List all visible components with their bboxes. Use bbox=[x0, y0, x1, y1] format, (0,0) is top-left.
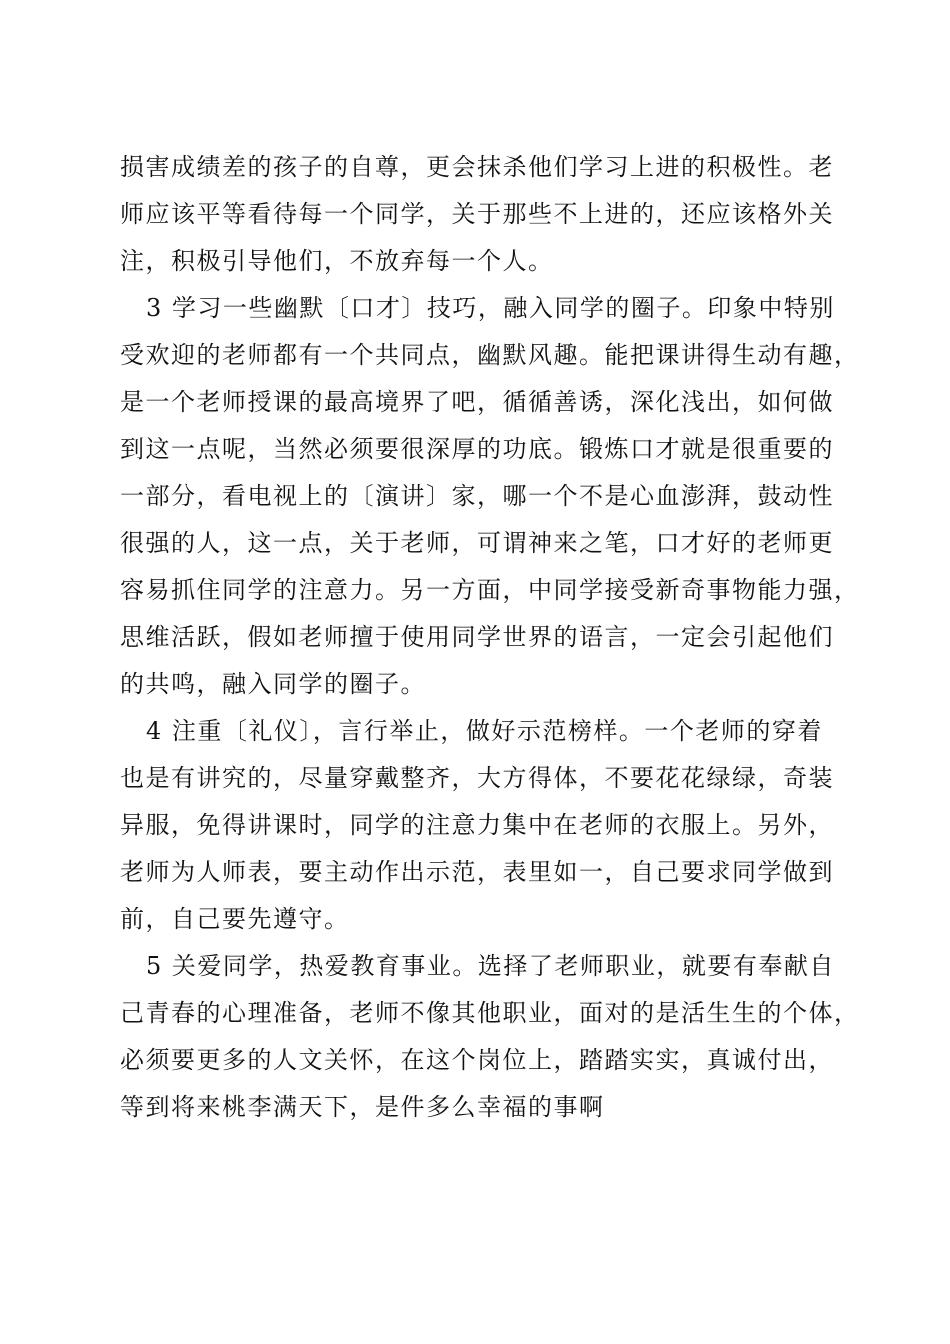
text-line: 思维活跃，假如老师擅于使用同学世界的语言，一定会引起他们 bbox=[120, 623, 834, 651]
text-line: 损害成绩差的孩子的自尊，更会抹杀他们学习上进的积极性。老 bbox=[120, 153, 834, 181]
text-line: 异服，免得讲课时，同学的注意力集中在老师的衣服上。另外， bbox=[120, 811, 834, 839]
text-line: 也是有讲究的，尽量穿戴整齐，大方得体，不要花花绿绿，奇装 bbox=[120, 764, 834, 792]
paragraph-3 bbox=[120, 708, 840, 943]
text-line: 是一个老师授课的最高境界了吧，循循善诱，深化浅出，如何做 bbox=[120, 388, 834, 416]
paragraph-2 bbox=[120, 285, 860, 708]
text-line: 4 注重〔礼仪〕，言行举止，做好示范榜样。一个老师的穿着 bbox=[146, 717, 823, 745]
paragraph-4 bbox=[120, 943, 860, 1131]
text-line: 很强的人，这一点，关于老师，可谓神来之笔，口才好的老师更 bbox=[120, 529, 834, 557]
text-line: 到这一点呢，当然必须要很深厚的功底。锻炼口才就是很重要的 bbox=[120, 435, 834, 463]
text-line: 必须要更多的人文关怀，在这个岗位上，踏踏实实，真诚付出， bbox=[120, 1046, 834, 1074]
text-line: 等到将来桃李满天下，是件多么幸福的事啊 bbox=[120, 1093, 605, 1121]
text-line: 容易抓住同学的注意力。另一方面，中同学接受新奇事物能力强， bbox=[120, 576, 860, 604]
text-line: 一部分，看电视上的〔演讲〕家，哪一个不是心血澎湃，鼓动性 bbox=[120, 482, 834, 510]
text-line: 的共鸣，融入同学的圈子。 bbox=[120, 670, 426, 698]
text-line: 5 关爱同学，热爱教育事业。选择了老师职业，就要有奉献自 bbox=[146, 952, 835, 980]
text-line: 己青春的心理准备，老师不像其他职业，面对的是活生生的个体， bbox=[120, 999, 860, 1027]
paragraph-1 bbox=[120, 144, 840, 285]
document-body bbox=[120, 144, 860, 1131]
text-line: 师应该平等看待每一个同学，关于那些不上进的，还应该格外关 bbox=[120, 200, 834, 228]
text-line: 受欢迎的老师都有一个共同点，幽默风趣。能把课讲得生动有趣， bbox=[120, 341, 860, 369]
text-line: 注，积极引导他们，不放弃每一个人。 bbox=[120, 247, 554, 275]
text-line: 3 学习一些幽默〔口才〕技巧，融入同学的圈子。印象中特别 bbox=[146, 294, 835, 322]
text-line: 前，自己要先遵守。 bbox=[120, 905, 350, 933]
text-line: 老师为人师表，要主动作出示范，表里如一，自己要求同学做到 bbox=[120, 858, 834, 886]
